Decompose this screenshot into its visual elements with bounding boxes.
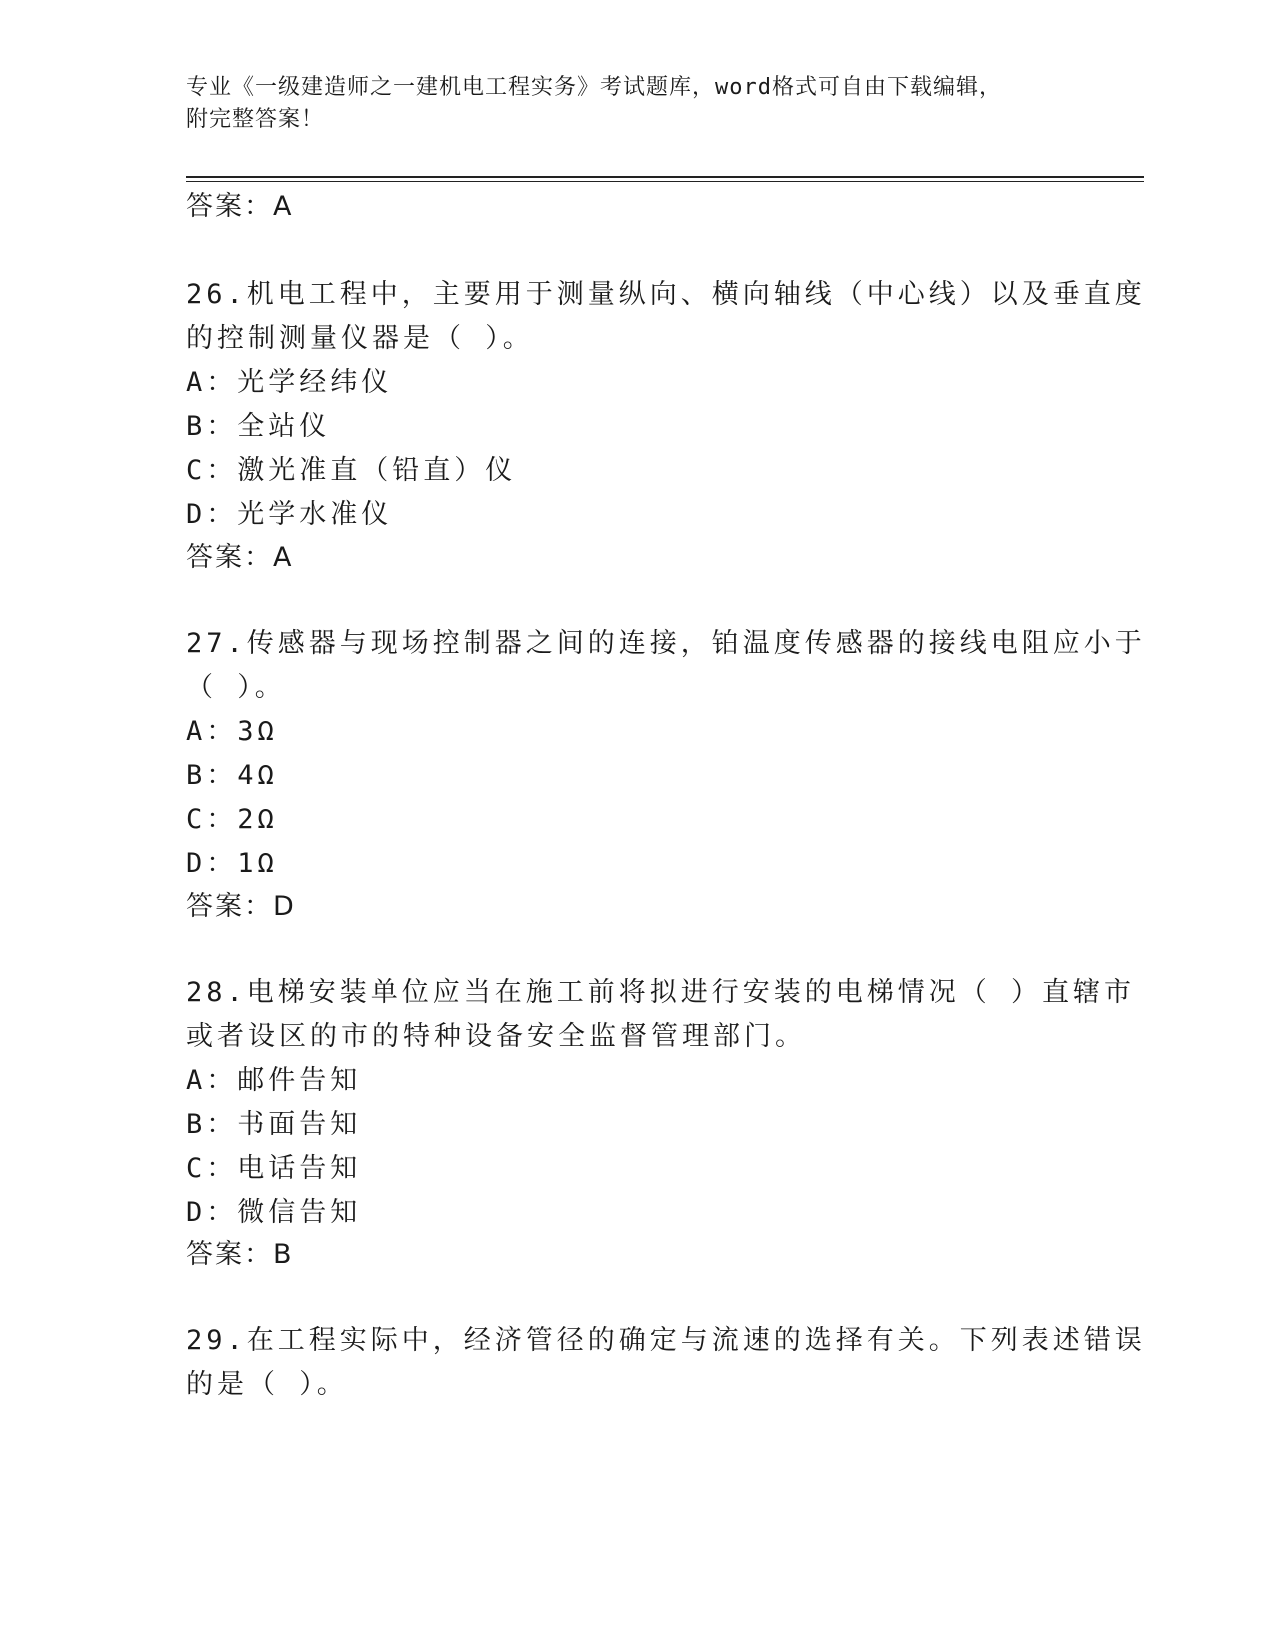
option-28-a: A：邮件告知 [186, 1065, 362, 1096]
answer-28: 答案：B [186, 1239, 294, 1270]
question-28-line-1: 28.电梯安装单位应当在施工前将拟进行安装的电梯情况（ ）直辖市 [186, 977, 1136, 1008]
question-29-line-2: 的是（ ）。 [186, 1369, 348, 1400]
option-27-c: C：2Ω [186, 804, 278, 835]
option-26-b: B：全站仪 [186, 411, 331, 442]
question-27-line-2: （ ）。 [186, 672, 286, 703]
header-divider-thick [186, 176, 1144, 178]
header-line-2: 附完整答案！ [186, 107, 325, 132]
question-27-line-1: 27.传感器与现场控制器之间的连接，铂温度传感器的接线电阻应小于 [186, 628, 1146, 659]
document-header [186, 72, 1066, 136]
answer-26: 答案：A [186, 542, 294, 573]
option-28-d: D：微信告知 [186, 1197, 362, 1228]
option-26-c: C：激光准直（铅直）仪 [186, 455, 517, 486]
header-line-1: 专业《一级建造师之一建机电工程实务》考试题库，word格式可自由下载编辑， [186, 75, 1002, 100]
answer-27: 答案：D [186, 891, 296, 922]
question-26-line-1: 26.机电工程中，主要用于测量纵向、横向轴线（中心线）以及垂直度 [186, 279, 1146, 310]
question-26-line-2: 的控制测量仪器是（ ）。 [186, 323, 534, 354]
option-26-a: A：光学经纬仪 [186, 367, 393, 398]
option-28-b: B：书面告知 [186, 1109, 362, 1140]
answer-25: 答案：A [186, 191, 294, 222]
option-27-d: D：1Ω [186, 848, 278, 879]
header-divider-thin [186, 181, 1144, 182]
question-28-line-2: 或者设区的市的特种设备安全监督管理部门。 [186, 1021, 806, 1052]
option-27-a: A：3Ω [186, 716, 278, 747]
option-28-c: C：电话告知 [186, 1153, 362, 1184]
question-29-line-1: 29.在工程实际中，经济管径的确定与流速的选择有关。下列表述错误 [186, 1325, 1146, 1356]
option-27-b: B：4Ω [186, 760, 278, 791]
option-26-d: D：光学水准仪 [186, 499, 393, 530]
